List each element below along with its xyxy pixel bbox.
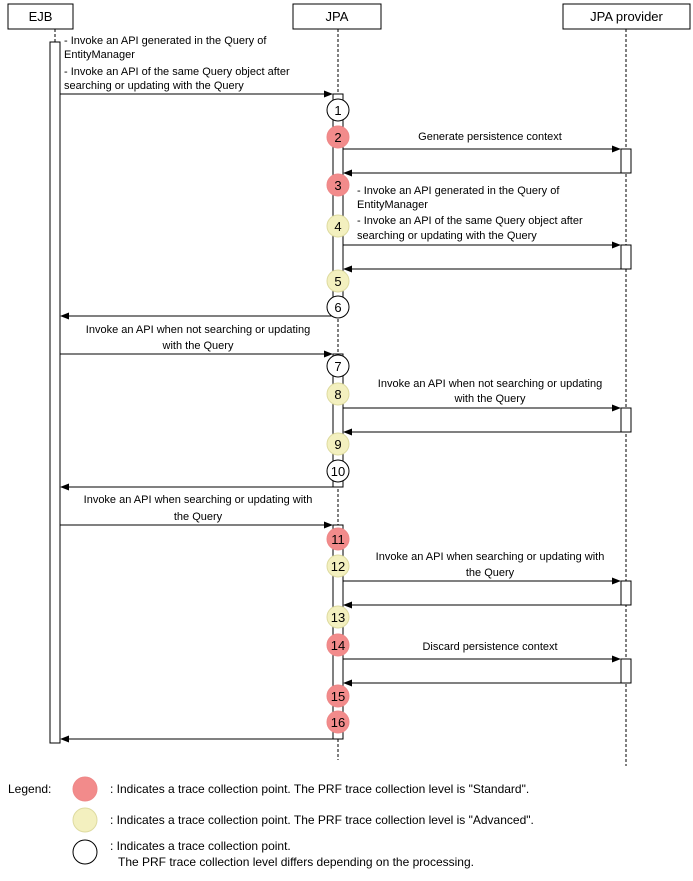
trace-point bbox=[327, 174, 349, 196]
message-line: searching or updating with the Query bbox=[64, 80, 244, 92]
message-line: EntityManager bbox=[357, 199, 428, 211]
message-line: - Invoke an API generated in the Query of bbox=[64, 35, 267, 47]
message-line: searching or updating with the Query bbox=[357, 230, 537, 242]
trace-point-number: 11 bbox=[331, 532, 345, 547]
participant-jpa-provider bbox=[563, 4, 690, 29]
trace-point-number: 5 bbox=[334, 274, 342, 289]
message-line: - Invoke an API of the same Query object after bbox=[64, 66, 290, 78]
trace-point-number: 6 bbox=[334, 300, 342, 315]
legend-varies-text-2: The PRF trace collection level differs depending on the processing. bbox=[118, 855, 474, 869]
message-line: EntityManager bbox=[64, 49, 135, 61]
trace-point-number: 10 bbox=[330, 464, 346, 479]
trace-point-number: 9 bbox=[334, 437, 342, 452]
trace-point bbox=[327, 99, 349, 121]
trace-point bbox=[327, 685, 349, 707]
activation-provider-3 bbox=[621, 408, 631, 432]
trace-point-number: 16 bbox=[330, 715, 346, 730]
activation-ejb bbox=[50, 42, 60, 743]
trace-point bbox=[327, 383, 349, 405]
legend-title: Legend: bbox=[8, 782, 52, 796]
legend-standard-swatch bbox=[73, 777, 97, 801]
legend-varies-swatch bbox=[73, 840, 97, 864]
trace-point bbox=[327, 460, 349, 482]
message-1-label bbox=[64, 35, 290, 92]
trace-point-number: 2 bbox=[334, 130, 342, 145]
message-line: Invoke an API when searching or updating with bbox=[375, 551, 605, 563]
message-line: - Invoke an API of the same Query object after bbox=[357, 215, 583, 227]
trace-point bbox=[327, 355, 349, 377]
trace-point-number: 15 bbox=[330, 689, 346, 704]
message-line: Invoke an API when not searching or updating bbox=[377, 378, 603, 390]
message-8-label: Discard persistence context bbox=[422, 641, 558, 653]
trace-point bbox=[327, 634, 349, 656]
message-line: with the Query bbox=[454, 393, 526, 405]
participant-jpa bbox=[293, 4, 381, 29]
trace-point bbox=[327, 555, 349, 577]
message-line: with the Query bbox=[162, 340, 234, 352]
trace-point bbox=[327, 711, 349, 733]
trace-point-number: 1 bbox=[334, 103, 342, 118]
message-4-label bbox=[86, 324, 310, 352]
message-line: the Query bbox=[173, 511, 223, 523]
legend-varies-text: : Indicates a trace collection point. bbox=[110, 839, 291, 853]
legend-advanced-swatch bbox=[73, 808, 97, 832]
participant-ejb bbox=[8, 4, 73, 29]
trace-point-number: 14 bbox=[330, 638, 346, 653]
legend-standard-text: : Indicates a trace collection point. The PRF trace collection level is "Standard". bbox=[110, 782, 530, 796]
trace-point-number: 4 bbox=[334, 219, 342, 234]
trace-point-number: 7 bbox=[334, 359, 342, 374]
trace-point bbox=[327, 433, 349, 455]
participant-jpa-provider-label: JPA provider bbox=[590, 9, 663, 24]
trace-point-number: 8 bbox=[334, 387, 342, 402]
trace-point-number: 3 bbox=[334, 178, 342, 193]
activation-provider-1 bbox=[621, 149, 631, 173]
message-line: - Invoke an API generated in the Query of bbox=[357, 185, 560, 197]
legend-advanced-text: : Indicates a trace collection point. The PRF trace collection level is "Advanced". bbox=[110, 813, 534, 827]
trace-point bbox=[327, 606, 349, 628]
message-line: the Query bbox=[465, 567, 515, 579]
activation-provider-2 bbox=[621, 245, 631, 269]
message-3-label bbox=[357, 185, 583, 242]
trace-point bbox=[327, 270, 349, 292]
message-line: Invoke an API when not searching or updating bbox=[85, 324, 311, 336]
activation-provider-5 bbox=[621, 659, 631, 683]
activation-provider-4 bbox=[621, 581, 631, 605]
message-6-label bbox=[84, 494, 313, 523]
message-line: Invoke an API when searching or updating with bbox=[83, 494, 313, 506]
message-2-label: Generate persistence context bbox=[418, 131, 562, 143]
legend bbox=[8, 777, 534, 869]
trace-point bbox=[327, 215, 349, 237]
message-7-label bbox=[376, 551, 605, 579]
trace-point bbox=[327, 296, 349, 318]
trace-point bbox=[327, 126, 349, 148]
message-5-label bbox=[378, 378, 602, 405]
trace-point bbox=[327, 528, 349, 550]
trace-point-number: 12 bbox=[330, 559, 346, 574]
participant-ejb-label: EJB bbox=[28, 9, 53, 24]
participant-jpa-label: JPA bbox=[325, 9, 349, 24]
trace-point-number: 13 bbox=[330, 610, 346, 625]
